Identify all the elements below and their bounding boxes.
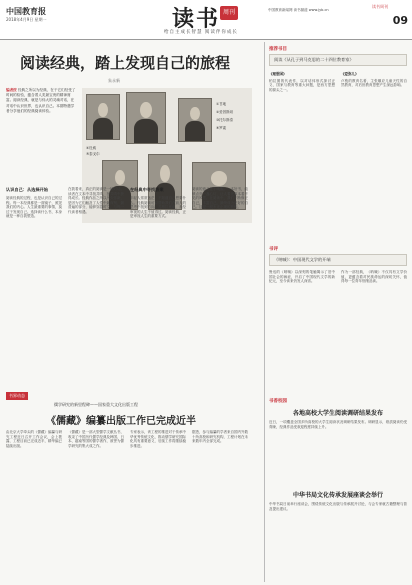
feature-lead bbox=[6, 88, 76, 114]
sidebar-subheading: 《理想国》 bbox=[269, 72, 287, 76]
sidebar-column: 鲁迅的《呐喊》以深刻的笔触揭示了旧中国社会的病症，开启了中国现代文学的新纪元，至今读来仍发人深省。 bbox=[269, 270, 335, 284]
feature-paragraph: 阅读的意义在于唤醒。一本好书，能够点亮一盏心灯，让人看见原本看不见的风景。在阅读中，我们不断修正自己，丰富自己，最终成为更好的自己。这是一段永无止境的旅程。 bbox=[192, 187, 248, 210]
portrait-caption: ③托尔斯泰 bbox=[216, 118, 234, 122]
sidebar-subheading: 《爱弥儿》 bbox=[341, 72, 359, 76]
feature-paragraph: 在我看来，真正的阅读是一种对话。读者在文本中寻找共鸣，在共鸣中获得成长。经典作品之所以历久弥新，是因为它们触及了人性中最深刻、最普遍的部分，能够穿越时空，与每一代读者相遇。 bbox=[68, 187, 124, 214]
sidebar-column bbox=[269, 70, 335, 240]
feature-paragraph: 年轻人常常迷茫，不知道自己想要什么。经典阅读可以帮助我们在前人的思考中找到方向。苏格拉底说，未经审视的人生不值得过。阅读经典，正是审视人生的重要方式。 bbox=[130, 196, 186, 219]
news-body bbox=[6, 430, 256, 580]
section-badge: 周刊 bbox=[220, 6, 238, 20]
paper-name[interactable]: 中国教育报 bbox=[6, 6, 46, 16]
sidebar-box-title[interactable]: 阅读《从孔子到马克思的二十四位教育家》 bbox=[274, 57, 354, 62]
masthead bbox=[0, 0, 412, 40]
portrait-caption: ④杜威 bbox=[86, 146, 97, 150]
feature-title[interactable]: 阅读经典，踏上发现自己的旅程 bbox=[20, 54, 231, 72]
sidebar-box-header bbox=[269, 54, 407, 66]
feature-column bbox=[130, 184, 186, 384]
sidebar-paragraph: 中华书局日前举行座谈会，围绕传统文化出版与传承展开讨论，与会专家就古籍整理与普及提出建议。 bbox=[269, 502, 407, 511]
news-section-tag: 书界动态 bbox=[6, 392, 28, 400]
portrait-photo bbox=[178, 98, 212, 142]
news-subtitle: 儒学研究的新里程碑——国家重大文化出版工程 bbox=[54, 402, 138, 407]
portrait-caption: ⑤泰戈尔 bbox=[86, 152, 100, 156]
sidebar-news-title[interactable]: 各地高校大学生阅读调研结果发布 bbox=[292, 410, 383, 417]
sidebar-column bbox=[341, 70, 407, 240]
news-column: 由北京大学牵头的《儒藏》编纂与研究工程近日召开工作会议，会上披露，工程目前已完成近半，精华编已陆续出版。 bbox=[6, 430, 62, 448]
portrait-caption: ⑥罗素 bbox=[216, 126, 227, 130]
feature-column bbox=[68, 184, 124, 384]
portrait-caption: ①甘地 bbox=[216, 102, 227, 106]
feature-subheading: 认识自己：从选择开始 bbox=[6, 187, 48, 192]
right-sidebar bbox=[264, 42, 410, 582]
sidebar-paragraph: 柏拉图的代表作，以对话体形式探讨正义、国家与教育等重大问题，是西方思想的源头之一。 bbox=[269, 78, 335, 92]
page-number: 09 bbox=[392, 14, 408, 27]
sidebar-section-head: 书香校园 bbox=[269, 399, 287, 404]
news-title[interactable]: 《儒藏》编纂出版工作已完成近半 bbox=[46, 416, 196, 427]
portrait-photo bbox=[86, 94, 120, 140]
sidebar-news-title[interactable]: 中华书局文化传承发展座谈会举行 bbox=[292, 492, 383, 499]
portrait-caption: ②爱因斯坦 bbox=[216, 110, 234, 114]
news-column: 《儒藏》是一部大型儒学文献丛书，收录了中国历代儒学经典及韩国、日本、越南等国的儒学著作，被誉为儒学研究的集大成之作。 bbox=[68, 430, 124, 448]
section-slogan: 给自主成长智慧 阅读伴你成长 bbox=[164, 30, 238, 35]
lead-label: 编者按 bbox=[6, 88, 17, 92]
sidebar-section-head: 推荐书目 bbox=[269, 47, 287, 52]
publication-meta: 2018年4月9日 星期一 bbox=[6, 17, 47, 22]
contact-info[interactable]: 中国教育新闻网 读书频道 www.jyb.cn bbox=[268, 8, 329, 12]
feature-body bbox=[6, 184, 256, 384]
feature-column bbox=[6, 184, 62, 384]
feature-author: 朱永新 bbox=[108, 78, 120, 83]
sidebar-box-header bbox=[269, 254, 407, 266]
feature-paragraph: 阅读经典的过程，也是认识自己的过程。每一本经典都是一面镜子，照见我们的内心。人生最重要的事情，莫过于发现自己。选择读什么书，本身就是一种自我塑造。 bbox=[6, 196, 62, 219]
page-section-label: 读书周刊 bbox=[372, 4, 388, 9]
sidebar-paragraph: 卢梭的教育名著，主张顺应儿童天性的自然教育，对后世教育思想产生深远影响。 bbox=[341, 78, 407, 88]
sidebar-box-title[interactable]: 《呐喊》：中国现代文学的开端 bbox=[274, 257, 331, 262]
section-name: 读书 bbox=[172, 6, 221, 32]
section-logo bbox=[162, 2, 252, 36]
feature-column bbox=[192, 184, 248, 384]
lead-text: 经典之所以为经典，在于它们经受了时间的检验，蕴含着人类最宝贵的精神财富。阅读经典，就是与伟大的灵魂对话，在对话中认识世界，也认识自己。本期特邀学者分享他们的经典阅读体验。 bbox=[6, 88, 76, 113]
portrait-photo bbox=[126, 92, 166, 144]
sidebar-column: 作为一部经典，《呐喊》不仅具有文学价值，更蕴含着对民族命运的深切关怀，值得每一位青年细细品读。 bbox=[341, 270, 407, 284]
news-column: 专家表示，该工程的推进对于传承中华优秀传统文化、推动儒学研究国际化具有重要意义，后续工作将继续稳步推进。 bbox=[130, 430, 186, 448]
sidebar-paragraph: 近日，一项覆盖全国多所高校的大学生阅读状况调研结果发布。调研显示，纸质阅读仍受青睐，经典作品受欢迎程度持续上升。 bbox=[269, 420, 407, 429]
sidebar-section-head: 书评 bbox=[269, 247, 278, 252]
feature-subheading: 在经典中寻找答案 bbox=[130, 187, 164, 192]
news-column: 据悉，参与编纂的学者来自国内外数十所高校和研究机构，工程计划在未来数年内全部完成。 bbox=[192, 430, 248, 444]
